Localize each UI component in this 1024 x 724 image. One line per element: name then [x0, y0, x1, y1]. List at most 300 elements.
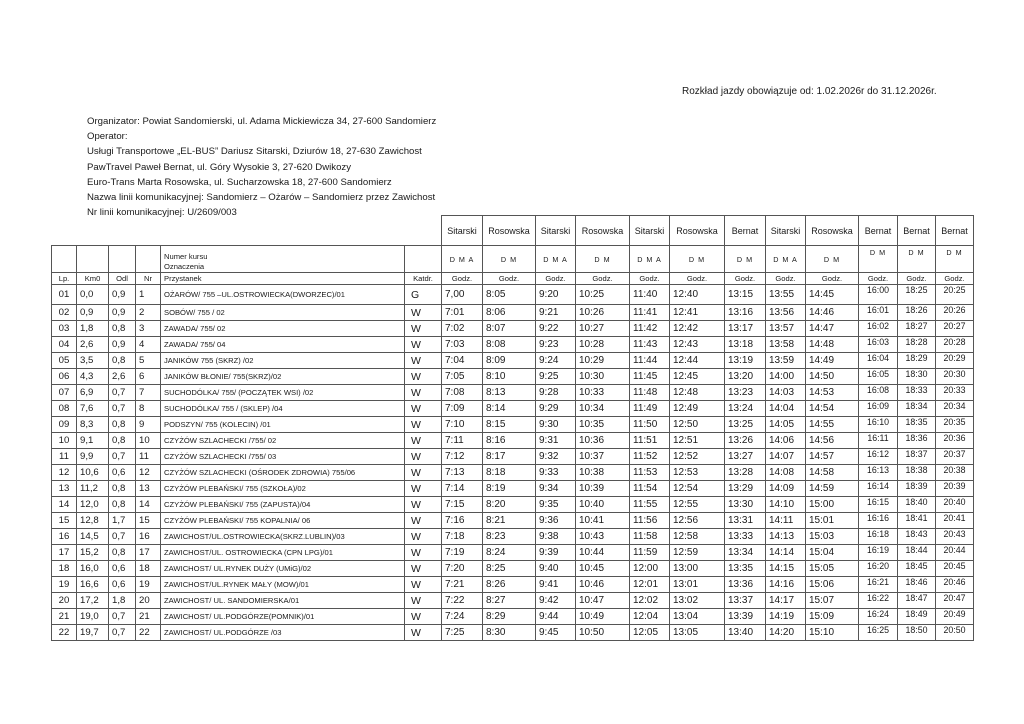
stop-lp: 05 [52, 353, 77, 369]
stop-row [52, 593, 974, 609]
course-operator: Bernat [725, 216, 766, 246]
departure-time: 16:03 [859, 337, 898, 353]
departure-time: 13:37 [725, 593, 766, 609]
departure-time: 15:04 [806, 545, 859, 561]
departure-time: 9:41 [536, 577, 576, 593]
departure-time: 11:50 [630, 417, 670, 433]
departure-time: 20:39 [936, 481, 974, 497]
stop-distance: 1,8 [109, 593, 136, 609]
stop-row [52, 561, 974, 577]
departure-time: 14:46 [806, 305, 859, 321]
departure-time: 16:10 [859, 417, 898, 433]
stop-nr: 13 [136, 481, 161, 497]
stop-row [52, 353, 974, 369]
departure-time: 15:01 [806, 513, 859, 529]
departure-time: 13:33 [725, 529, 766, 545]
stop-lp: 02 [52, 305, 77, 321]
departure-time: 7:10 [442, 417, 483, 433]
departure-time: 8:26 [483, 577, 536, 593]
course-codes: D M [936, 246, 974, 273]
col-header-time: Godz. [806, 273, 859, 285]
departure-time: 12:01 [630, 577, 670, 593]
stop-km0: 10,6 [77, 465, 109, 481]
course-operator: Rosowska [670, 216, 725, 246]
col-header-time: Godz. [536, 273, 576, 285]
departure-time: 20:40 [936, 497, 974, 513]
stop-row [52, 385, 974, 401]
departure-time: 14:07 [766, 449, 806, 465]
departure-time: 20:38 [936, 465, 974, 481]
departure-time: 7,00 [442, 285, 483, 305]
departure-time: 9:28 [536, 385, 576, 401]
stop-distance: 0,9 [109, 285, 136, 305]
departure-time: 14:04 [766, 401, 806, 417]
course-codes: D M [670, 246, 725, 273]
departure-time: 16:02 [859, 321, 898, 337]
departure-time: 9:42 [536, 593, 576, 609]
course-operator: Rosowska [576, 216, 630, 246]
stop-row [52, 545, 974, 561]
departure-time: 20:33 [936, 385, 974, 401]
stop-km0: 11,2 [77, 481, 109, 497]
stop-category: W [405, 497, 442, 513]
departure-time: 7:14 [442, 481, 483, 497]
stop-km0: 0,9 [77, 305, 109, 321]
stop-category: W [405, 305, 442, 321]
departure-time: 15:07 [806, 593, 859, 609]
departure-time: 13:23 [725, 385, 766, 401]
stop-nr: 14 [136, 497, 161, 513]
departure-time: 14:20 [766, 625, 806, 641]
departure-time: 20:34 [936, 401, 974, 417]
stop-distance: 0,9 [109, 337, 136, 353]
departure-time: 13:39 [725, 609, 766, 625]
departure-time: 15:03 [806, 529, 859, 545]
departure-time: 13:02 [670, 593, 725, 609]
stop-name: CZYŻÓW PLEBAŃSKI/ 755 (ZAPUSTA)/04 [161, 497, 405, 513]
stop-lp: 16 [52, 529, 77, 545]
departure-time: 10:33 [576, 385, 630, 401]
departure-time: 7:19 [442, 545, 483, 561]
organizer: Organizator: Powiat Sandomierski, ul. Adama Mickiewicza 34, 27-600 Sandomierz [87, 116, 437, 127]
stop-nr: 20 [136, 593, 161, 609]
stop-lp: 11 [52, 449, 77, 465]
departure-time: 18:35 [898, 417, 936, 433]
stop-name: SOBÓW/ 755 / 02 [161, 305, 405, 321]
departure-time: 11:49 [630, 401, 670, 417]
stop-name: SUCHODÓLKA/ 755/ (POCZĄTEK WSI) /02 [161, 385, 405, 401]
stop-nr: 3 [136, 321, 161, 337]
departure-time: 14:11 [766, 513, 806, 529]
departure-time: 13:36 [725, 577, 766, 593]
stop-category: W [405, 321, 442, 337]
departure-time: 12:52 [670, 449, 725, 465]
stop-row [52, 321, 974, 337]
stop-nr: 19 [136, 577, 161, 593]
departure-time: 14:55 [806, 417, 859, 433]
header-spacer [52, 216, 442, 246]
departure-time: 15:05 [806, 561, 859, 577]
stop-lp: 12 [52, 465, 77, 481]
departure-time: 7:11 [442, 433, 483, 449]
departure-time: 13:56 [766, 305, 806, 321]
departure-time: 14:15 [766, 561, 806, 577]
stop-km0: 12,8 [77, 513, 109, 529]
stop-nr: 8 [136, 401, 161, 417]
departure-time: 8:27 [483, 593, 536, 609]
departure-time: 13:34 [725, 545, 766, 561]
stop-row [52, 433, 974, 449]
stop-category: W [405, 529, 442, 545]
departure-time: 20:49 [936, 609, 974, 625]
stop-category: W [405, 481, 442, 497]
stop-name: ZAWICHOST/UL.RYNEK MAŁY (MOW)/01 [161, 577, 405, 593]
stop-category: W [405, 417, 442, 433]
departure-time: 18:37 [898, 449, 936, 465]
departure-time: 13:05 [670, 625, 725, 641]
stop-nr: 18 [136, 561, 161, 577]
course-codes: D M A [630, 246, 670, 273]
departure-time: 18:40 [898, 497, 936, 513]
departure-time: 14:05 [766, 417, 806, 433]
departure-time: 20:46 [936, 577, 974, 593]
col-header-time: Godz. [766, 273, 806, 285]
departure-time: 8:05 [483, 285, 536, 305]
stop-category: W [405, 545, 442, 561]
departure-time: 10:37 [576, 449, 630, 465]
departure-time: 12:45 [670, 369, 725, 385]
departure-time: 13:40 [725, 625, 766, 641]
course-codes: D M [725, 246, 766, 273]
departure-time: 8:21 [483, 513, 536, 529]
departure-time: 10:38 [576, 465, 630, 481]
departure-time: 11:52 [630, 449, 670, 465]
departure-time: 13:30 [725, 497, 766, 513]
col-header-time: Godz. [725, 273, 766, 285]
stop-distance: 0,8 [109, 321, 136, 337]
col-header-time: Godz. [859, 273, 898, 285]
departure-time: 9:30 [536, 417, 576, 433]
col-header-time: Godz. [576, 273, 630, 285]
departure-time: 9:23 [536, 337, 576, 353]
departure-time: 14:59 [806, 481, 859, 497]
departure-time: 11:41 [630, 305, 670, 321]
departure-time: 13:58 [766, 337, 806, 353]
stop-name: OŻARÓW/ 755 –UL.OSTROWIECKA(DWORZEC)/01 [161, 285, 405, 305]
departure-time: 14:09 [766, 481, 806, 497]
departure-time: 12:55 [670, 497, 725, 513]
operator-header-row [52, 216, 974, 246]
departure-time: 10:35 [576, 417, 630, 433]
departure-time: 9:36 [536, 513, 576, 529]
departure-time: 12:41 [670, 305, 725, 321]
departure-time: 20:36 [936, 433, 974, 449]
departure-time: 8:18 [483, 465, 536, 481]
stop-km0: 17,2 [77, 593, 109, 609]
course-codes-row [52, 246, 974, 273]
departure-time: 8:10 [483, 369, 536, 385]
stop-lp: 03 [52, 321, 77, 337]
departure-time: 12:00 [630, 561, 670, 577]
departure-time: 8:06 [483, 305, 536, 321]
departure-time: 16:04 [859, 353, 898, 369]
departure-time: 14:47 [806, 321, 859, 337]
departure-time: 16:15 [859, 497, 898, 513]
departure-time: 8:07 [483, 321, 536, 337]
departure-time: 13:19 [725, 353, 766, 369]
stop-nr: 7 [136, 385, 161, 401]
stop-distance: 0,8 [109, 481, 136, 497]
stop-km0: 1,8 [77, 321, 109, 337]
stop-distance: 0,9 [109, 305, 136, 321]
stop-name: CZYŻÓW SZLACHECKI (OŚRODEK ZDROWIA) 755/06 [161, 465, 405, 481]
stop-lp: 07 [52, 385, 77, 401]
stop-category: W [405, 385, 442, 401]
stop-distance: 0,6 [109, 465, 136, 481]
departure-time: 14:14 [766, 545, 806, 561]
stop-row [52, 369, 974, 385]
departure-time: 8:29 [483, 609, 536, 625]
stop-row [52, 417, 974, 433]
departure-time: 16:05 [859, 369, 898, 385]
stop-name: JANIKÓW BŁONIE/ 755(SKRZ)/02 [161, 369, 405, 385]
stop-nr: 15 [136, 513, 161, 529]
stop-category: W [405, 625, 442, 641]
departure-time: 14:56 [806, 433, 859, 449]
stop-category: W [405, 433, 442, 449]
departure-time: 7:12 [442, 449, 483, 465]
stop-category: W [405, 513, 442, 529]
departure-time: 9:35 [536, 497, 576, 513]
col-header-lp: Lp. [52, 273, 77, 285]
course-operator: Bernat [859, 216, 898, 246]
departure-time: 18:33 [898, 385, 936, 401]
departure-time: 8:19 [483, 481, 536, 497]
stop-km0: 16,6 [77, 577, 109, 593]
course-operator: Sitarski [442, 216, 483, 246]
departure-time: 18:34 [898, 401, 936, 417]
departure-time: 18:46 [898, 577, 936, 593]
departure-time: 11:51 [630, 433, 670, 449]
course-codes: D M A [536, 246, 576, 273]
departure-time: 7:20 [442, 561, 483, 577]
departure-time: 12:59 [670, 545, 725, 561]
course-number-label: Numer kursu [164, 252, 208, 261]
departure-time: 11:48 [630, 385, 670, 401]
departure-time: 10:25 [576, 285, 630, 305]
stop-category: G [405, 285, 442, 305]
departure-time: 14:08 [766, 465, 806, 481]
departure-time: 11:53 [630, 465, 670, 481]
line-number: Nr linii komunikacyjnej: U/2609/003 [87, 207, 237, 219]
departure-time: 20:28 [936, 337, 974, 353]
departure-time: 13:27 [725, 449, 766, 465]
departure-time: 9:33 [536, 465, 576, 481]
departure-time: 9:21 [536, 305, 576, 321]
stop-nr: 9 [136, 417, 161, 433]
departure-time: 13:31 [725, 513, 766, 529]
stop-km0: 4,3 [77, 369, 109, 385]
departure-time: 10:47 [576, 593, 630, 609]
empty-cell [77, 246, 109, 273]
departure-time: 14:54 [806, 401, 859, 417]
departure-time: 9:38 [536, 529, 576, 545]
departure-time: 14:13 [766, 529, 806, 545]
departure-time: 13:24 [725, 401, 766, 417]
column-header-row [52, 273, 974, 285]
departure-time: 13:17 [725, 321, 766, 337]
stop-km0: 6,9 [77, 385, 109, 401]
departure-time: 20:43 [936, 529, 974, 545]
departure-time: 12:49 [670, 401, 725, 417]
departure-time: 10:29 [576, 353, 630, 369]
departure-time: 14:10 [766, 497, 806, 513]
departure-time: 18:43 [898, 529, 936, 545]
departure-time: 11:42 [630, 321, 670, 337]
stop-name: ZAWADA/ 755/ 02 [161, 321, 405, 337]
course-operator: Rosowska [483, 216, 536, 246]
stop-distance: 0,8 [109, 545, 136, 561]
departure-time: 11:44 [630, 353, 670, 369]
stop-row [52, 481, 974, 497]
col-header-nr: Nr [136, 273, 161, 285]
stop-km0: 19,7 [77, 625, 109, 641]
stop-lp: 18 [52, 561, 77, 577]
departure-time: 14:53 [806, 385, 859, 401]
departure-time: 7:22 [442, 593, 483, 609]
col-header-time: Godz. [442, 273, 483, 285]
stop-row [52, 337, 974, 353]
departure-time: 16:08 [859, 385, 898, 401]
departure-time: 7:15 [442, 497, 483, 513]
departure-time: 16:14 [859, 481, 898, 497]
departure-time: 14:45 [806, 285, 859, 305]
stop-lp: 14 [52, 497, 77, 513]
departure-time: 9:31 [536, 433, 576, 449]
course-codes: D M A [442, 246, 483, 273]
departure-time: 20:30 [936, 369, 974, 385]
stop-nr: 22 [136, 625, 161, 641]
operator-1: Usługi Transportowe „EL-BUS” Dariusz Sitarski, Dziurów 18, 27-630 Zawichost [87, 146, 422, 158]
departure-time: 12:53 [670, 465, 725, 481]
col-header-time: Godz. [630, 273, 670, 285]
stop-km0: 8,3 [77, 417, 109, 433]
departure-time: 8:08 [483, 337, 536, 353]
stop-distance: 0,7 [109, 529, 136, 545]
course-codes: D M [576, 246, 630, 273]
departure-time: 12:54 [670, 481, 725, 497]
departure-time: 8:09 [483, 353, 536, 369]
stop-km0: 9,1 [77, 433, 109, 449]
stop-name: CZYŻÓW SZLACHECKI /755/ 03 [161, 449, 405, 465]
departure-time: 13:59 [766, 353, 806, 369]
departure-time: 18:44 [898, 545, 936, 561]
departure-time: 14:19 [766, 609, 806, 625]
departure-time: 12:58 [670, 529, 725, 545]
departure-time: 11:40 [630, 285, 670, 305]
operator-2: PawTravel Paweł Bernat, ul. Góry Wysokie 3, 27-620 Dwikozy [87, 161, 352, 173]
departure-time: 7:24 [442, 609, 483, 625]
departure-time: 10:26 [576, 305, 630, 321]
departure-time: 12:04 [630, 609, 670, 625]
departure-time: 20:35 [936, 417, 974, 433]
stop-category: W [405, 561, 442, 577]
departure-time: 18:30 [898, 369, 936, 385]
departure-time: 7:09 [442, 401, 483, 417]
departure-time: 20:47 [936, 593, 974, 609]
departure-time: 20:29 [936, 353, 974, 369]
departure-time: 16:11 [859, 433, 898, 449]
departure-time: 14:00 [766, 369, 806, 385]
stop-nr: 6 [136, 369, 161, 385]
stop-name: ZAWICHOST/UL.OSTROWIECKA(SKRZ.LUBLIN)/03 [161, 529, 405, 545]
stop-row [52, 285, 974, 305]
departure-time: 8:25 [483, 561, 536, 577]
departure-time: 12:51 [670, 433, 725, 449]
stop-distance: 0,8 [109, 417, 136, 433]
stop-nr: 12 [136, 465, 161, 481]
departure-time: 8:20 [483, 497, 536, 513]
timetable [51, 215, 974, 641]
departure-time: 9:34 [536, 481, 576, 497]
departure-time: 14:17 [766, 593, 806, 609]
course-operator: Bernat [898, 216, 936, 246]
departure-time: 18:27 [898, 321, 936, 337]
departure-time: 14:03 [766, 385, 806, 401]
departure-time: 13:29 [725, 481, 766, 497]
departure-time: 18:41 [898, 513, 936, 529]
departure-time: 11:43 [630, 337, 670, 353]
departure-time: 7:04 [442, 353, 483, 369]
departure-time: 13:35 [725, 561, 766, 577]
stop-name: CZYŻÓW SZLACHECKI /755/ 02 [161, 433, 405, 449]
departure-time: 18:25 [898, 285, 936, 305]
departure-time: 18:36 [898, 433, 936, 449]
departure-time: 7:05 [442, 369, 483, 385]
departure-time: 16:12 [859, 449, 898, 465]
empty-cell [136, 246, 161, 273]
departure-time: 9:39 [536, 545, 576, 561]
departure-time: 8:15 [483, 417, 536, 433]
departure-time: 16:24 [859, 609, 898, 625]
stop-km0: 15,2 [77, 545, 109, 561]
stop-category: W [405, 577, 442, 593]
departure-time: 18:50 [898, 625, 936, 641]
departure-time: 16:00 [859, 285, 898, 305]
stop-nr: 10 [136, 433, 161, 449]
stop-nr: 21 [136, 609, 161, 625]
departure-time: 7:03 [442, 337, 483, 353]
empty-cell [52, 246, 77, 273]
departure-time: 16:13 [859, 465, 898, 481]
departure-time: 18:45 [898, 561, 936, 577]
departure-time: 12:40 [670, 285, 725, 305]
stop-nr: 17 [136, 545, 161, 561]
stop-distance: 0,7 [109, 625, 136, 641]
stop-distance: 0,8 [109, 353, 136, 369]
departure-time: 15:10 [806, 625, 859, 641]
stop-name: CZYŻÓW PLEBAŃSKI/ 755 (SZKOŁA)/02 [161, 481, 405, 497]
departure-time: 7:08 [442, 385, 483, 401]
departure-time: 13:26 [725, 433, 766, 449]
course-codes: D M [806, 246, 859, 273]
stop-row [52, 609, 974, 625]
departure-time: 14:58 [806, 465, 859, 481]
course-codes: D M A [766, 246, 806, 273]
course-operator: Bernat [936, 216, 974, 246]
stop-row [52, 513, 974, 529]
departure-time: 14:06 [766, 433, 806, 449]
